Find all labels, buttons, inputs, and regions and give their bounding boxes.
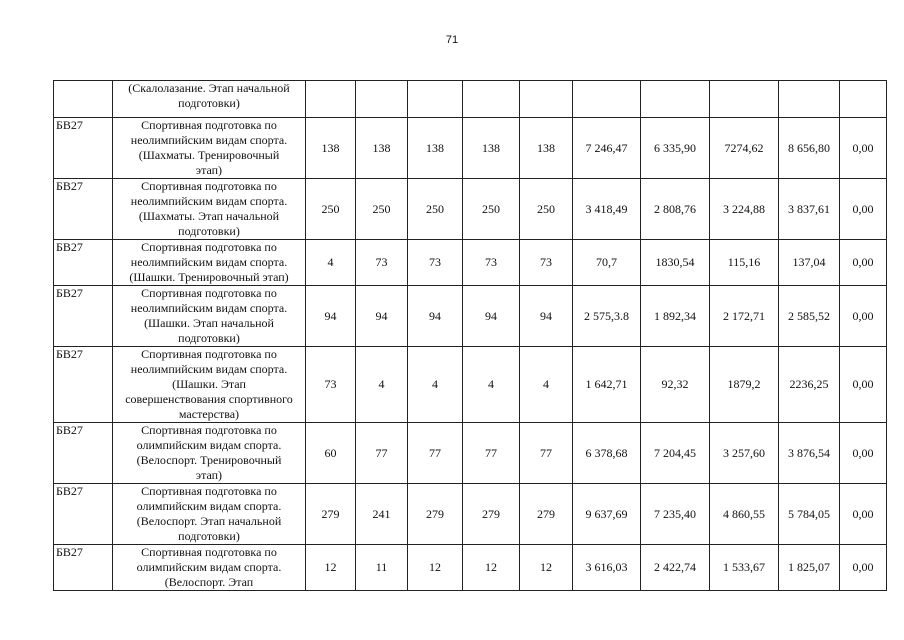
description-line: Спортивная подготовка по: [141, 240, 277, 254]
value-cell: 4: [306, 240, 356, 286]
value-cell: 94: [463, 286, 520, 347]
description-line: (Шашки. Этап начальной: [144, 316, 274, 330]
table-row: [54, 240, 887, 286]
description-line: подготовки): [178, 331, 240, 345]
value-cell: [408, 81, 463, 118]
value-cell: 3 876,54: [779, 423, 840, 484]
value-cell: [356, 81, 408, 118]
value-cell: 250: [463, 179, 520, 240]
description-line: (Велоспорт. Тренировочный: [136, 453, 282, 467]
value-cell: 1 825,07: [779, 545, 840, 591]
value-cell: 6 335,90: [641, 118, 710, 179]
value-cell: 4: [520, 347, 573, 423]
table-row: [54, 347, 887, 423]
row-description: [113, 545, 306, 591]
description-line: (Шашки. Этап: [172, 377, 246, 391]
description-line: (Шахматы. Тренировочный: [138, 148, 280, 162]
description-line: Спортивная подготовка по: [141, 179, 277, 193]
table-row: [54, 286, 887, 347]
description-line: (Велоспорт. Этап: [164, 575, 254, 589]
value-cell: 73: [356, 240, 408, 286]
value-cell: 250: [408, 179, 463, 240]
row-description: [113, 240, 306, 286]
value-cell: 1 642,71: [573, 347, 641, 423]
value-cell: 2 422,74: [641, 545, 710, 591]
value-cell: 138: [520, 118, 573, 179]
value-cell: 1 892,34: [641, 286, 710, 347]
value-cell: [520, 81, 573, 118]
description-line: Спортивная подготовка по: [141, 118, 277, 132]
value-cell: 70,7: [573, 240, 641, 286]
value-cell: 279: [306, 484, 356, 545]
value-cell: 4: [463, 347, 520, 423]
value-cell: 12: [520, 545, 573, 591]
value-cell: [573, 81, 641, 118]
description-line: неолимпийским видам спорта.: [130, 301, 288, 315]
value-cell: 0,00: [840, 286, 887, 347]
value-cell: 94: [306, 286, 356, 347]
row-code: БВ27: [54, 545, 113, 591]
value-cell: 2236,25: [779, 347, 840, 423]
value-cell: 60: [306, 423, 356, 484]
description-line: (Шахматы. Этап начальной: [138, 209, 280, 223]
value-cell: 137,04: [779, 240, 840, 286]
value-cell: 1830,54: [641, 240, 710, 286]
value-cell: 12: [463, 545, 520, 591]
row-code: [54, 81, 113, 118]
value-cell: 279: [463, 484, 520, 545]
value-cell: 138: [463, 118, 520, 179]
table-row: [54, 81, 887, 118]
value-cell: 92,32: [641, 347, 710, 423]
value-cell: 250: [306, 179, 356, 240]
value-cell: 77: [356, 423, 408, 484]
row-description: [113, 286, 306, 347]
description-line: (Шашки. Тренировочный этап): [129, 270, 289, 284]
value-cell: 8 656,80: [779, 118, 840, 179]
value-cell: 0,00: [840, 240, 887, 286]
value-cell: 7 204,45: [641, 423, 710, 484]
description-line: олимпийским видам спорта.: [136, 499, 282, 513]
value-cell: 11: [356, 545, 408, 591]
value-cell: 7274,62: [710, 118, 779, 179]
value-cell: 3 616,03: [573, 545, 641, 591]
table-row: [54, 423, 887, 484]
value-cell: 138: [306, 118, 356, 179]
value-cell: 1 533,67: [710, 545, 779, 591]
row-description: [113, 484, 306, 545]
table-row: [54, 484, 887, 545]
description-line: совершенствования спортивного: [125, 392, 293, 406]
description-line: Спортивная подготовка по: [141, 286, 277, 300]
value-cell: 94: [520, 286, 573, 347]
value-cell: 138: [408, 118, 463, 179]
value-cell: 4: [408, 347, 463, 423]
value-cell: 73: [463, 240, 520, 286]
value-cell: [463, 81, 520, 118]
description-line: мастерства): [178, 407, 240, 421]
value-cell: 0,00: [840, 545, 887, 591]
row-description: [113, 423, 306, 484]
row-description: [113, 179, 306, 240]
value-cell: 1879,2: [710, 347, 779, 423]
value-cell: 7 246,47: [573, 118, 641, 179]
table-row: [54, 118, 887, 179]
description-line: (Велоспорт. Этап начальной: [136, 514, 282, 528]
description-line: неолимпийским видам спорта.: [130, 133, 288, 147]
value-cell: 250: [356, 179, 408, 240]
value-cell: 73: [306, 347, 356, 423]
description-line: Спортивная подготовка по: [141, 347, 277, 361]
value-cell: 6 378,68: [573, 423, 641, 484]
value-cell: 138: [356, 118, 408, 179]
value-cell: 7 235,40: [641, 484, 710, 545]
value-cell: 2 585,52: [779, 286, 840, 347]
row-code: БВ27: [54, 347, 113, 423]
value-cell: 0,00: [840, 347, 887, 423]
row-code: БВ27: [54, 286, 113, 347]
table-row: [54, 179, 887, 240]
description-line: подготовки): [178, 96, 240, 110]
value-cell: 3 224,88: [710, 179, 779, 240]
description-line: (Скалолазание. Этап начальной: [128, 81, 290, 95]
value-cell: [779, 81, 840, 118]
value-cell: 12: [306, 545, 356, 591]
value-cell: 2 575,3.8: [573, 286, 641, 347]
value-cell: 279: [520, 484, 573, 545]
value-cell: 115,16: [710, 240, 779, 286]
value-cell: 4: [356, 347, 408, 423]
row-description: [113, 347, 306, 423]
value-cell: 0,00: [840, 179, 887, 240]
value-cell: 73: [408, 240, 463, 286]
description-line: неолимпийским видам спорта.: [130, 255, 288, 269]
value-cell: [641, 81, 710, 118]
row-code: БВ27: [54, 179, 113, 240]
value-cell: 2 172,71: [710, 286, 779, 347]
description-line: неолимпийским видам спорта.: [130, 194, 288, 208]
value-cell: 3 837,61: [779, 179, 840, 240]
row-description: [113, 81, 306, 118]
description-line: Спортивная подготовка по: [141, 423, 277, 437]
value-cell: 0,00: [840, 484, 887, 545]
value-cell: 241: [356, 484, 408, 545]
row-code: БВ27: [54, 484, 113, 545]
value-cell: 0,00: [840, 118, 887, 179]
value-cell: 94: [408, 286, 463, 347]
row-code: БВ27: [54, 118, 113, 179]
row-code: БВ27: [54, 240, 113, 286]
description-line: Спортивная подготовка по: [141, 484, 277, 498]
description-line: подготовки): [178, 529, 240, 543]
value-cell: 77: [408, 423, 463, 484]
description-line: олимпийским видам спорта.: [136, 560, 282, 574]
value-cell: 250: [520, 179, 573, 240]
page-number: 71: [445, 34, 459, 46]
value-cell: 3 257,60: [710, 423, 779, 484]
value-cell: [710, 81, 779, 118]
description-line: этап): [195, 163, 223, 177]
value-cell: 4 860,55: [710, 484, 779, 545]
value-cell: 77: [520, 423, 573, 484]
value-cell: 279: [408, 484, 463, 545]
description-line: Спортивная подготовка по: [141, 545, 277, 559]
description-line: этап): [195, 468, 223, 482]
table-row: [54, 545, 887, 591]
description-line: подготовки): [178, 224, 240, 238]
value-cell: 2 808,76: [641, 179, 710, 240]
value-cell: 94: [356, 286, 408, 347]
value-cell: [840, 81, 887, 118]
value-cell: 5 784,05: [779, 484, 840, 545]
value-cell: 0,00: [840, 423, 887, 484]
value-cell: 9 637,69: [573, 484, 641, 545]
value-cell: 73: [520, 240, 573, 286]
row-code: БВ27: [54, 423, 113, 484]
description-line: неолимпийским видам спорта.: [130, 362, 288, 376]
budget-table: [53, 80, 887, 591]
value-cell: 77: [463, 423, 520, 484]
value-cell: 12: [408, 545, 463, 591]
value-cell: [306, 81, 356, 118]
row-description: [113, 118, 306, 179]
value-cell: 3 418,49: [573, 179, 641, 240]
description-line: олимпийским видам спорта.: [136, 438, 282, 452]
